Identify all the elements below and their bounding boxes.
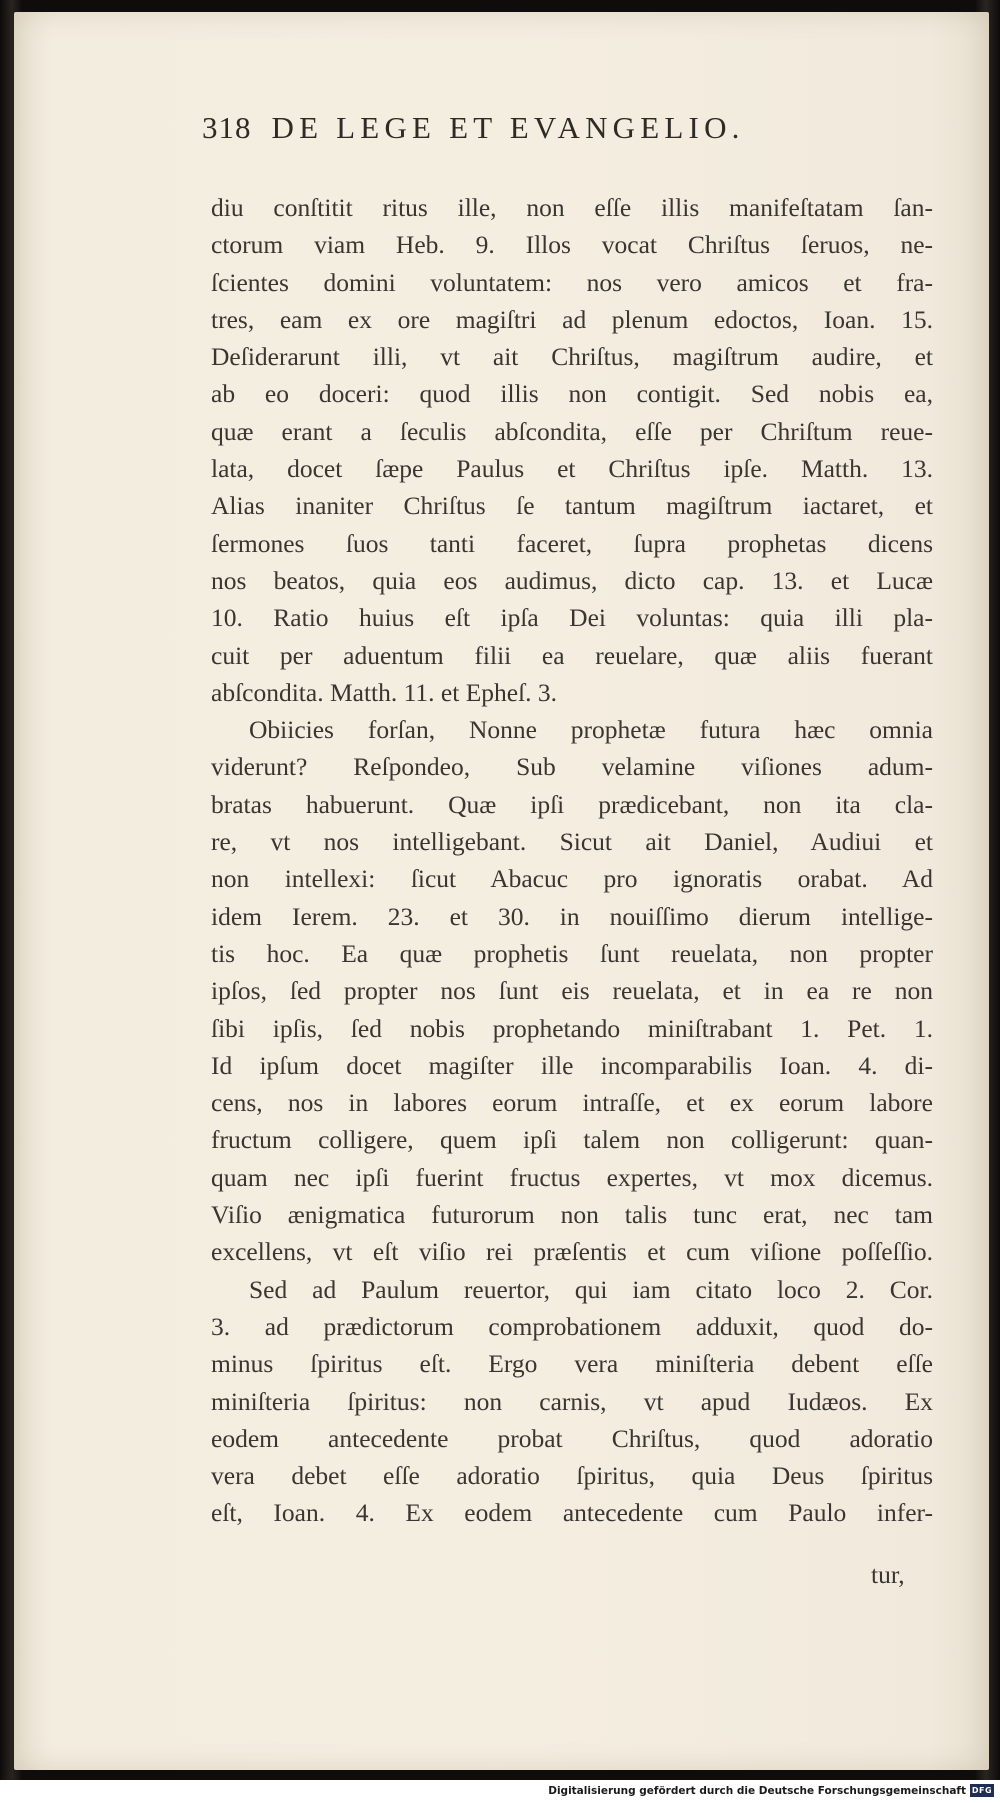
funding-credit: Digitalisierung gefördert durch die Deutsche Forschungsgemeinschaft xyxy=(548,1785,966,1797)
text-line: quam nec ipſi fuerint fructus expertes, vt mox dicemus. xyxy=(211,1162,933,1192)
text-line: Deſiderarunt illi, vt ait Chriſtus, magiſtrum audire, et xyxy=(211,342,933,372)
text-line: non intellexi: ſicut Abacuc pro ignoratis orabat. Ad xyxy=(211,864,933,894)
text-line: quæ erant a ſeculis abſcondita, eſſe per Chriſtum reue- xyxy=(211,416,933,446)
text-line: ſcientes domini voluntatem: nos vero amicos et fra- xyxy=(211,267,933,297)
page-header xyxy=(202,110,745,160)
text-line: cens, nos in labores eorum intraſſe, et ex eorum labore xyxy=(211,1088,933,1118)
page-number: 318 xyxy=(202,110,252,145)
text-line: Alias inaniter Chriſtus ſe tantum magiſtrum iactaret, et xyxy=(211,491,933,521)
text-line: Obiicies forſan, Nonne prophetæ futura hæc omnia xyxy=(249,715,933,745)
text-line: ab eo doceri: quod illis non contigit. Sed nobis ea, xyxy=(211,379,933,409)
text-line: nos beatos, quia eos audimus, dicto cap. 13. et Lucæ xyxy=(211,565,933,595)
text-line: minus ſpiritus eſt. Ergo vera miniſteria debent eſſe xyxy=(211,1349,933,1379)
text-line: diu conſtitit ritus ille, non eſſe illis manifeſtatam ſan- xyxy=(211,193,933,222)
text-line: abſcondita. Matth. 11. et Epheſ. 3. xyxy=(211,677,558,707)
text-line: idem Ierem. 23. et 30. in nouiſſimo dierum intellige- xyxy=(211,901,933,931)
text-line: eſt, Ioan. 4. Ex eodem antecedente cum Paulo infer- xyxy=(211,1498,933,1528)
digitization-footer xyxy=(0,1780,1000,1803)
text-line: Id ipſum docet magiſter ille incomparabilis Ioan. 4. di- xyxy=(211,1050,933,1080)
text-line: 10. Ratio huius eſt ipſa Dei voluntas: quia illi pla- xyxy=(211,603,933,633)
text-line: re, vt nos intelligebant. Sicut ait Daniel, Audiui et xyxy=(211,827,933,857)
text-line: tis hoc. Ea quæ prophetis ſunt reuelata, non propter xyxy=(211,938,933,968)
text-line: ſibi ipſis, ſed nobis prophetando miniſtrabant 1. Pet. 1. xyxy=(211,1013,933,1043)
text-line: tres, eam ex ore magiſtri ad plenum edoctos, Ioan. 15. xyxy=(211,304,933,334)
text-line: miniſteria ſpiritus: non carnis, vt apud Iudæos. Ex xyxy=(211,1386,933,1416)
catchword: tur, xyxy=(871,1560,905,1589)
text-line: eodem antecedente probat Chriſtus, quod adoratio xyxy=(211,1423,933,1453)
dfg-logo-icon: DFG xyxy=(971,1786,993,1795)
running-title: DE LEGE ET EVANGELIO. xyxy=(271,110,745,145)
text-line: lata, docet ſæpe Paulus et Chriſtus ipſe. Matth. 13. xyxy=(211,454,933,484)
text-line: fructum colligere, quem ipſi talem non colligerunt: quan- xyxy=(211,1125,933,1155)
text-line: Sed ad Paulum reuertor, qui iam citato loco 2. Cor. xyxy=(249,1274,933,1304)
body-text xyxy=(211,189,933,1532)
text-line: cuit per aduentum filii ea reuelare, quæ aliis fuerant xyxy=(211,640,933,670)
text-line: Viſio ænigmatica futurorum non talis tunc erat, nec tam xyxy=(211,1200,933,1230)
text-line: viderunt? Reſpondeo, Sub velamine viſiones adum- xyxy=(211,752,933,782)
text-line: vera debet eſſe adoratio ſpiritus, quia Deus ſpiritus xyxy=(211,1461,933,1491)
text-line: ctorum viam Heb. 9. Illos vocat Chriſtus ſeruos, ne- xyxy=(211,230,933,260)
text-line: 3. ad prædictorum comprobationem adduxit, quod do- xyxy=(211,1311,933,1341)
text-line: ipſos, ſed propter nos ſunt eis reuelata, et in ea re non xyxy=(211,976,933,1006)
text-line: excellens, vt eſt viſio rei præſentis et cum viſione poſſeſſio. xyxy=(211,1237,933,1267)
text-line: ſermones ſuos tanti faceret, ſupra prophetas dicens xyxy=(211,528,933,558)
book-page xyxy=(14,12,989,1770)
text-line: bratas habuerunt. Quæ ipſi prædicebant, non ita cla- xyxy=(211,789,933,819)
